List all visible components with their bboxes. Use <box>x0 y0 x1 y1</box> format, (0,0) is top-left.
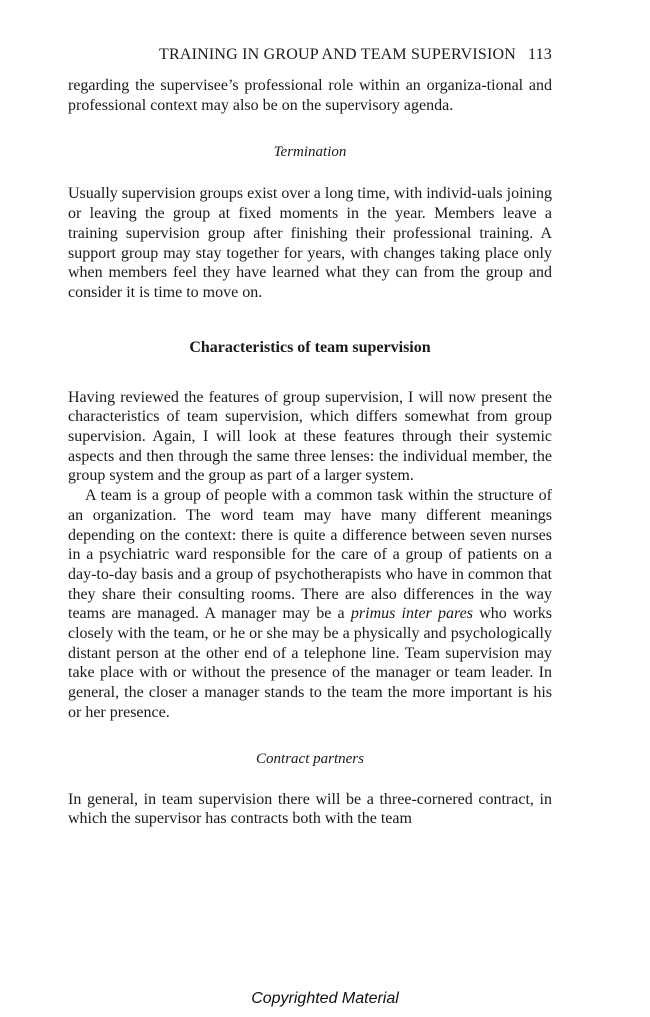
subheading-termination: Termination <box>273 144 347 161</box>
running-head <box>68 44 552 66</box>
page-number: 113 <box>527 46 552 63</box>
paragraph-team-1: Having reviewed the features of group supervision, I will now present the characteristics of team supervision, which differs somewhat from group supervision. Again, I will look at these features through their systemic aspects and then through the same three lenses: the individual member, the group system and the group as part of a larger system. <box>68 388 552 485</box>
italic-phrase: primus inter pares <box>350 605 473 623</box>
paragraph-team-2 <box>68 486 552 722</box>
section-heading-team-supervision: Characteristics of team supervision <box>189 338 431 356</box>
book-page <box>68 44 552 829</box>
copyright-watermark: Copyrighted Material <box>251 990 399 1007</box>
paragraph-contract: In general, in team supervision there will be a three-cornered contract, in which the supervisor has contracts both with the team <box>68 790 552 828</box>
subheading-contract-partners: Contract partners <box>256 750 364 767</box>
running-title: TRAINING IN GROUP AND TEAM SUPERVISION <box>158 46 516 63</box>
paragraph-team-2-part-a: A team is a group of people with a common task within the structure of an organization. The word team may have many different meanings depending on the context: there is quite a difference between seven nurses in a psychiatric ward responsible for the care of a group of patients on a day-to-day basis and a group of psychotherapists who have in common that they share their consulting rooms. There are also differences in the way teams are managed. A manager may be a <box>68 487 552 623</box>
paragraph-intro: regarding the supervisee’s professional role within an organiza-tional and professional context may also be on the supervisory agenda. <box>68 77 552 114</box>
paragraph-team-2-part-b: who works closely with the team, or he or she may be a physically and psychologically distant person at the other end of a telephone line. Team supervision may take place with or without the presence of the manager or team leader. In general, the closer a manager stands to the team the more important is his or her presence. <box>68 605 553 721</box>
paragraph-termination: Usually supervision groups exist over a long time, with individ-uals joining or leaving the group at fixed moments in the year. Members leave a training supervision group after finishing their professional training. A support group may stay together for years, with changes taking place only when members feel they have learned what they can from the group and consider it is time to move on. <box>68 185 552 301</box>
